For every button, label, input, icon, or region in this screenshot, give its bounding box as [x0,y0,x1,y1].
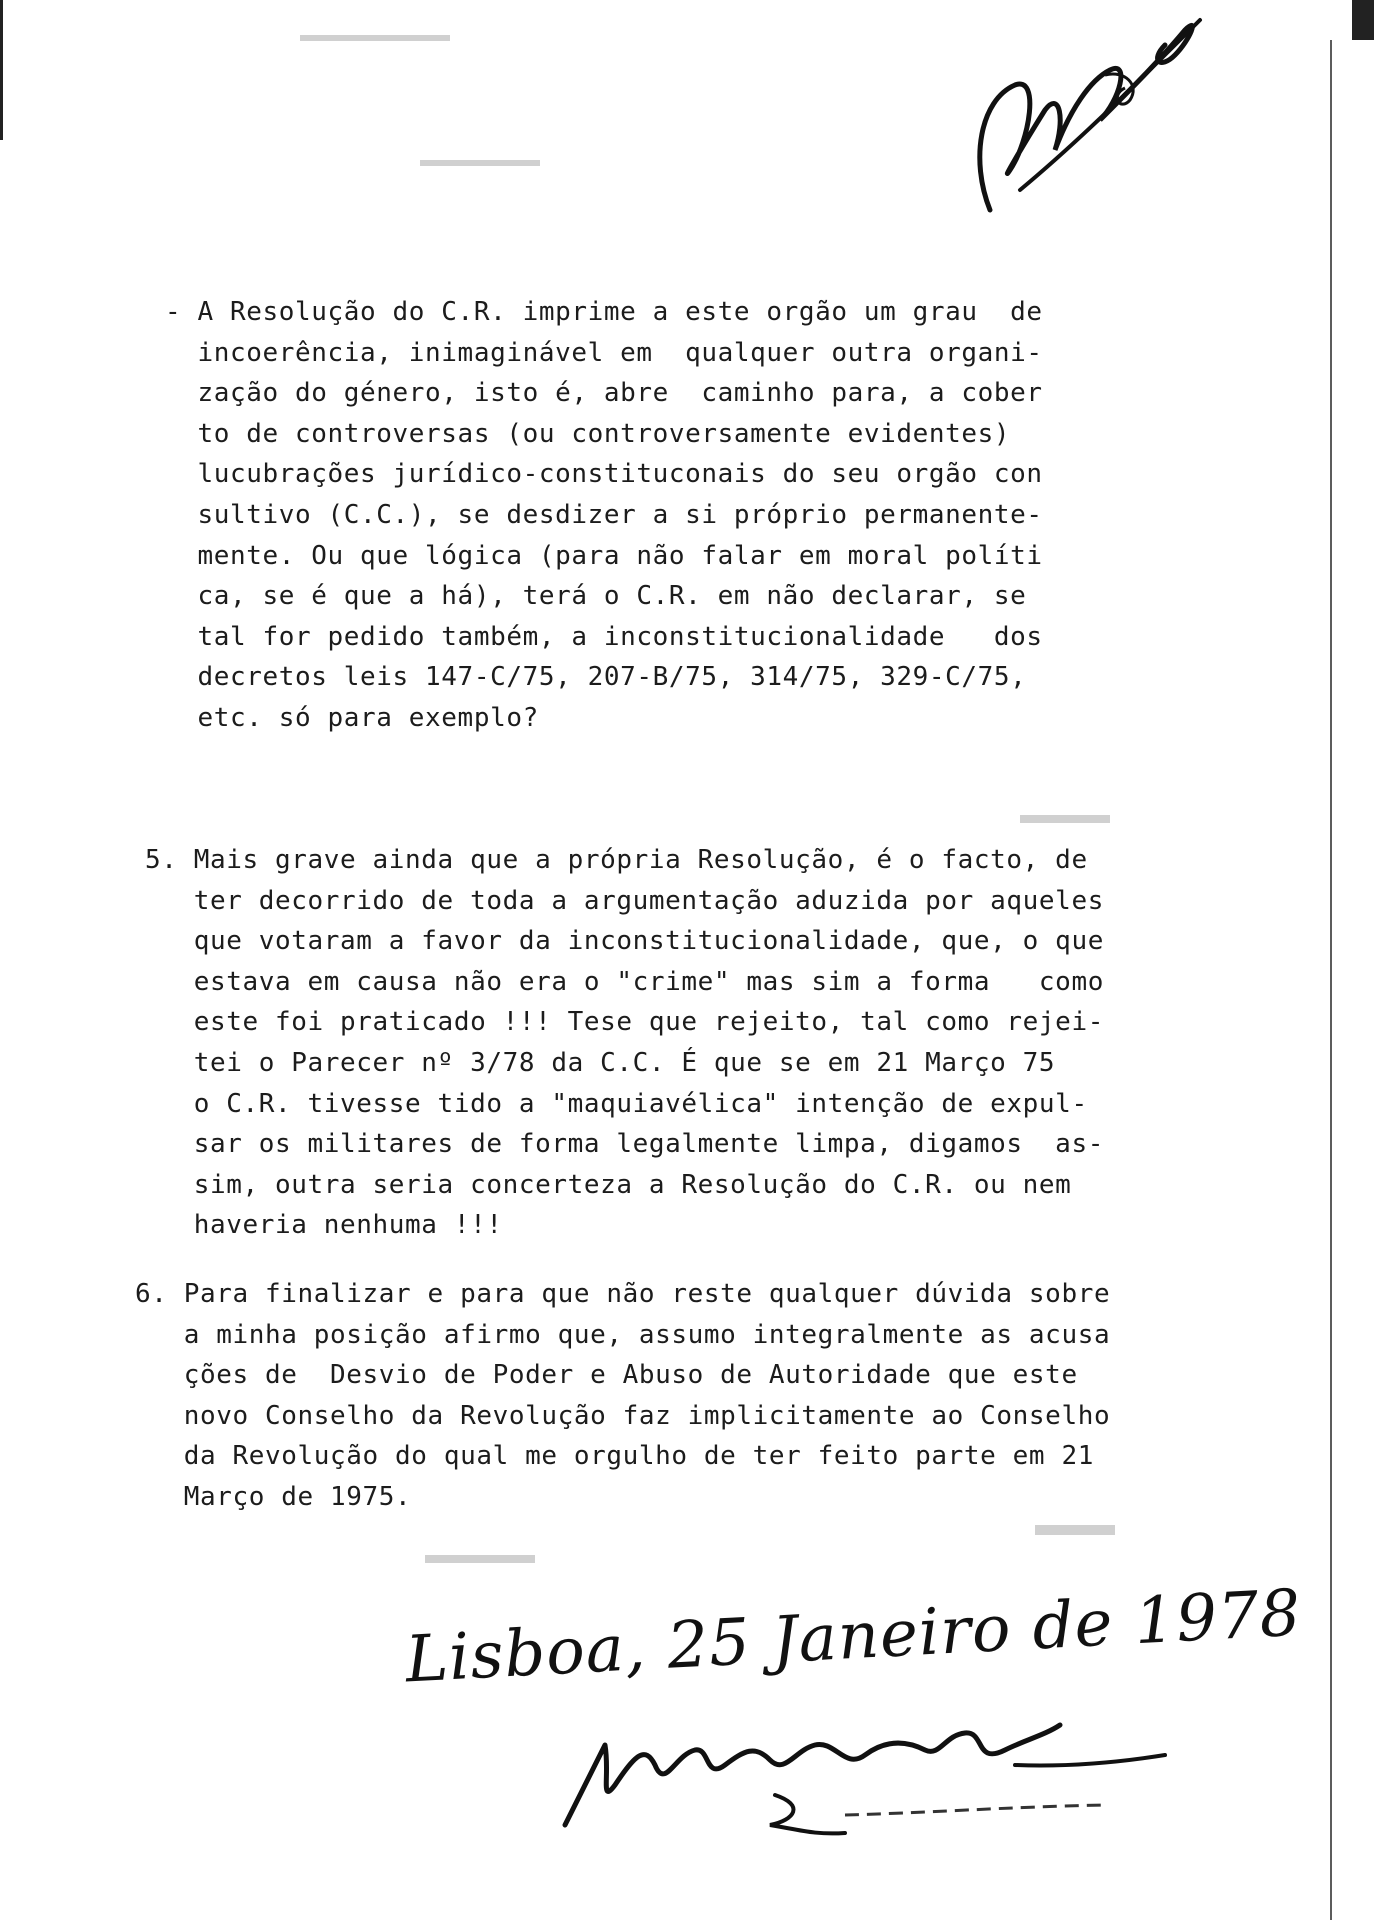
text-line: incoerência, inimaginável em qualquer outra organi- [165,337,1043,368]
scan-edge-right [1330,40,1332,1920]
text-line: ter decorrido de toda a argumentação aduzida por aqueles [145,885,1104,916]
text-line: mente. Ou que lógica (para não falar em moral políti [165,540,1043,571]
scan-noise [420,160,540,166]
text-line: sim, outra seria concerteza a Resolução do C.R. ou nem [145,1169,1072,1200]
text-line: Março de 1975. [135,1481,412,1512]
scan-edge-corner [1352,0,1374,40]
text-line: 6. Para finalizar e para que não reste qualquer dúvida sobre [135,1279,1111,1309]
text-line: sar os militares de forma legalmente limpa, digamos as- [145,1129,1104,1160]
text-line: - A Resolução do C.R. imprime a este orgão um grau de [165,297,1043,327]
scan-noise [425,1555,535,1563]
text-line: estava em causa não era o "crime" mas sim a forma como [145,966,1104,997]
text-line: novo Conselho da Revolução faz implicitamente ao Conselho [135,1400,1111,1431]
text-line: que votaram a favor da inconstitucionalidade, que, o que [145,926,1104,957]
text-line: zação do género, isto é, abre caminho para, a cober [165,378,1043,409]
text-line: ca, se é que a há), terá o C.R. em não declarar, se [165,581,1027,612]
text-line: tei o Parecer nº 3/78 da C.C. É que se em 21 Março 75 [145,1047,1056,1078]
paragraph-5 [145,840,1104,1246]
paragraph-dash [165,292,1043,739]
text-line: haveria nenhuma !!! [145,1210,503,1241]
scan-noise [1035,1525,1115,1535]
text-line: sultivo (C.C.), se desdizer a si próprio permanente- [165,499,1043,530]
text-line: o C.R. tivesse tido a "maquiavélica" intenção de expul- [145,1088,1088,1119]
text-line: tal for pedido também, a inconstitucionalidade dos [165,621,1043,652]
text-line: 5. Mais grave ainda que a própria Resolução, é o facto, de [145,845,1088,875]
text-line: etc. só para exemplo? [165,702,539,733]
handwritten-date: Lisboa, 25 Janeiro de 1978 [403,1576,1304,1698]
scan-noise [1020,815,1110,823]
scan-noise [300,35,450,41]
text-line: lucubrações jurídico-constituconais do seu orgão con [165,459,1043,490]
text-line: decretos leis 147-C/75, 207-B/75, 314/75, 329-C/75, [165,662,1027,693]
text-line: este foi praticado !!! Tese que rejeito, tal como rejei- [145,1007,1104,1038]
text-line: a minha posição afirmo que, assumo integralmente as acusa [135,1319,1111,1350]
initials-signature [960,0,1220,230]
text-line: da Revolução do qual me orgulho de ter feito parte em 21 [135,1441,1094,1472]
scan-edge-left [0,0,3,140]
text-line: ções de Desvio de Poder e Abuso de Autoridade que este [135,1360,1078,1391]
text-line: to de controversas (ou controversamente evidentes) [165,418,1011,449]
handwritten-signature [545,1695,1185,1845]
paragraph-6 [135,1274,1110,1518]
